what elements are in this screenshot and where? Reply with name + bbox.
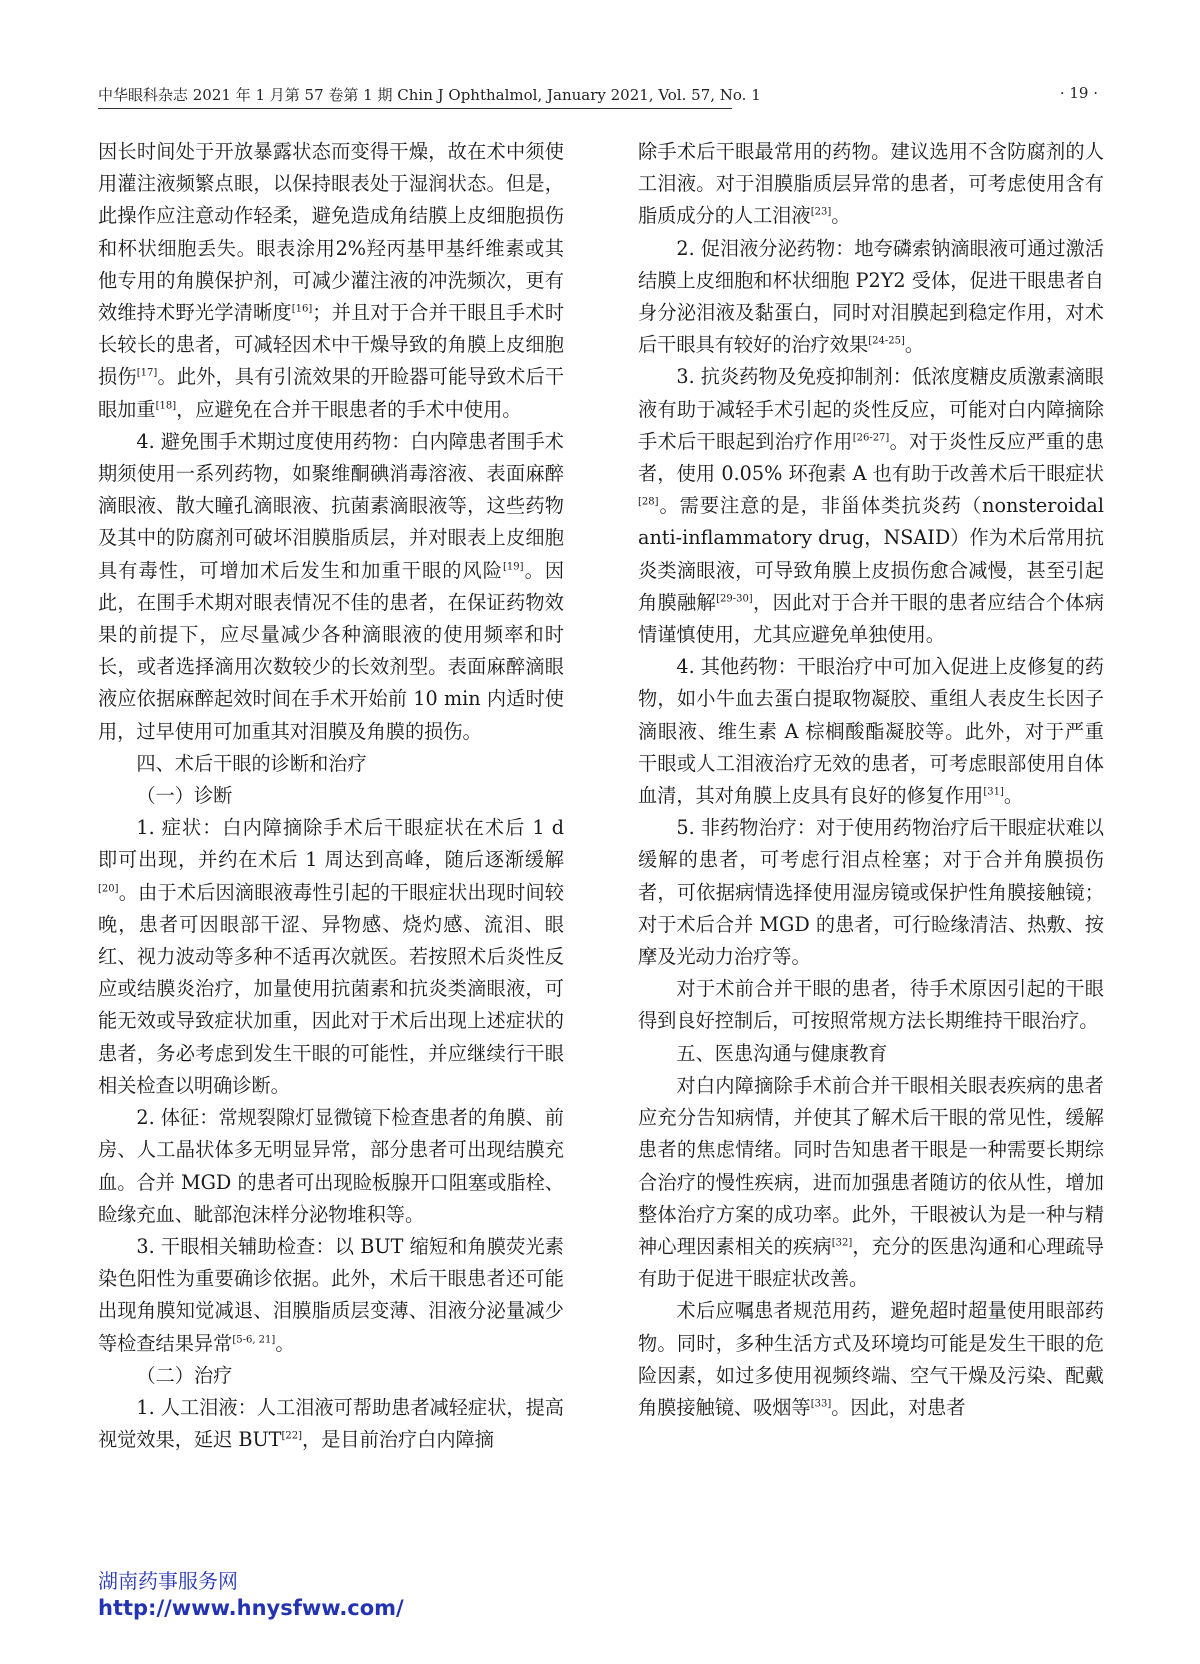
left-column (98, 136, 564, 1456)
citation-ref: [23] (810, 207, 832, 219)
citation-ref: [17] (136, 368, 158, 380)
watermark-site-name: 湖南药事服务网 (98, 1569, 238, 1593)
paragraph-text: 2. 促泪液分泌药物：地夸磷索钠滴眼液可通过激活结膜上皮细胞和杯状细胞 P2Y2 受体，促进干眼患者自身分泌泪液及黏蛋白，同时对泪膜起到稳定作用，对术后干眼具有较好的治疗效果 (638, 236, 1104, 357)
journal-citation: 中华眼科杂志 2021 年 1 月第 57 卷第 1 期 Chin J Ophthalmol, January 2021, Vol. 57, No. 1 (98, 86, 761, 104)
paragraph-text: 。需要注意的是，非甾体类抗炎药（nonsteroidal anti-inflammatory drug，NSAID）作为术后常用抗炎类滴眼液，可导致角膜上皮损伤愈合减慢，甚至引起角膜融解 (638, 494, 1104, 614)
header-rule (98, 108, 732, 109)
paragraph-text: 4. 其他药物：干眼治疗中可加入促进上皮修复的药物，如小牛血去蛋白提取物凝胶、重组人表皮生长因子滴眼液、维生素 A 棕榈酸酯凝胶等。此外，对于严重干眼或人工泪液治疗无效的患者，可考虑眼部使用自体血清，其对角膜上皮具有良好的修复作用 (638, 655, 1104, 808)
citation-ref: [22] (281, 1430, 303, 1442)
paragraph-text: ，因此对于合并干眼的患者应结合个体病情谨慎使用，尤其应避免单独使用。 (638, 590, 1105, 647)
paragraph (98, 426, 564, 748)
paragraph-text: 。 (1003, 784, 1024, 808)
paragraph-text: 五、医患沟通与健康教育 (676, 1041, 888, 1065)
citation-ref: [5-6, 21] (232, 1334, 276, 1346)
paragraph-text: 3. 干眼相关辅助检查：以 BUT 缩短和角膜荧光素染色阳性为重要确诊依据。此外，术后干眼患者还可能出现角膜知觉减退、泪膜脂质层变薄、泪液分泌量减少等检查结果异常 (98, 1234, 564, 1355)
paragraph (638, 1038, 1104, 1070)
citation-ref: [16] (291, 303, 313, 315)
paragraph (638, 812, 1104, 973)
paragraph (98, 1392, 564, 1456)
paragraph-text: 。因此，在围手术期对眼表情况不佳的患者，在保证药物效果的前提下，应尽量减少各种滴眼液的使用频率和时长，或者选择滴用次数较少的长效剂型。表面麻醉滴眼液应依据麻醉起效时间在手术开始前 10 min 内适时使用，过早使用可加重其对泪膜及角膜的损伤。 (98, 558, 565, 743)
paragraph (98, 1360, 564, 1392)
paragraph (98, 812, 564, 1102)
paragraph (638, 233, 1104, 362)
citation-ref: [19] (502, 561, 524, 573)
paragraph-text: （一）诊断 (136, 784, 233, 808)
paragraph-text: 5. 非药物治疗：对于使用药物治疗后干眼症状难以缓解的患者，可考虑行泪点栓塞；对于合并角膜损伤者，可依据病情选择使用湿房镜或保护性角膜接触镜；对于术后合并 MGD 的患者，可行睑缘清洁、热敷、按摩及光动力治疗等。 (638, 816, 1104, 969)
paragraph-text: 。此外，具有引流效果的开睑器可能导致术后干眼加重 (98, 365, 565, 421)
paragraph (98, 136, 564, 426)
watermark-url-link[interactable]: http://www.hnysfww.com/ (98, 1596, 404, 1620)
citation-ref: [32] (831, 1237, 853, 1249)
paragraph-text: ，是目前治疗白内障摘 (302, 1428, 494, 1452)
citation-ref: [33] (810, 1398, 832, 1410)
paragraph (638, 136, 1104, 233)
site-watermark (98, 1568, 404, 1622)
citation-ref: [31] (983, 786, 1004, 798)
paragraph-text: 1. 人工泪液：人工泪液可帮助患者减轻症状，提高视觉效果，延迟 BUT (98, 1395, 564, 1452)
paragraph-text: （二）治疗 (136, 1363, 233, 1387)
citation-ref: [29-30] (716, 593, 753, 605)
paragraph-text: 2. 体征：常规裂隙灯显微镜下检查患者的角膜、前房、人工晶状体多无明显异常，部分患者可出现结膜充血。合并 MGD 的患者可出现睑板腺开口阻塞或脂栓、睑缘充血、眦部泡沫样分泌物堆积等。 (98, 1106, 564, 1226)
paragraph-text: 四、术后干眼的诊断和治疗 (136, 751, 367, 775)
page-number: · 19 · (1059, 84, 1098, 102)
paragraph-text: 3. 抗炎药物及免疫抑制剂：低浓度糖皮质激素滴眼液有助于减轻手术引起的炎性反应，可能对白内障摘除手术后干眼起到治疗作用 (638, 365, 1104, 453)
paragraph-text: 。 (904, 333, 925, 357)
paragraph (98, 780, 564, 812)
paragraph (98, 748, 564, 780)
citation-ref: [20] (98, 883, 119, 895)
paragraph (638, 1295, 1104, 1424)
paragraph-text: 对于术前合并干眼的患者，待手术原因引起的干眼得到良好控制后，可按照常规方法长期维持干眼治疗。 (638, 977, 1104, 1033)
citation-ref: [18] (155, 400, 177, 412)
paragraph (638, 651, 1104, 812)
paragraph (98, 1231, 564, 1360)
citation-ref: [24-25] (868, 335, 905, 347)
paragraph-text: 。 (275, 1331, 295, 1355)
citation-ref: [26-27] (852, 432, 890, 444)
paragraph (638, 361, 1104, 651)
paragraph-text: 。由于术后因滴眼液毒性引起的干眼症状出现时间较晚，患者可因眼部干涩、异物感、烧灼感、流泪、眼红、视力波动等多种不适再次就医。若按照术后炎性反应或结膜炎治疗，加量使用抗菌素和抗炎类滴眼液，可能无效或导致症状加重，因此对于术后出现上述症状的患者，务必考虑到发生干眼的可能性，并应继续行干眼相关检查以明确诊断。 (98, 880, 564, 1097)
paragraph-text: ；并且对于合并干眼且手术时长较长的患者，可减轻因术中干燥导致的角膜上皮细胞损伤 (98, 301, 565, 389)
right-column (638, 136, 1104, 1424)
paragraph (638, 973, 1104, 1037)
paragraph (638, 1070, 1104, 1295)
paragraph-text: 1. 症状：白内障摘除手术后干眼症状在术后 1 d 即可出现，并约在术后 1 周达到高峰，随后逐渐缓解 (98, 816, 564, 872)
paragraph-text: 。 (831, 204, 851, 228)
paragraph-text: 。对于炎性反应严重的患者，使用 0.05% 环孢素 A 也有助于改善术后干眼症状 (638, 429, 1105, 486)
paragraph-text: 对白内障摘除手术前合并干眼相关眼表疾病的患者应充分告知病情，并使其了解术后干眼的常见性，缓解患者的焦虑情绪。同时告知患者干眼是一种需要长期综合治疗的慢性疾病，进而加强患者随访的依从性，增加整体治疗方案的成功率。此外，干眼被认为是一种与精神心理因素相关的疾病 (638, 1073, 1104, 1258)
paragraph-text: 4. 避免围手术期过度使用药物：白内障患者围手术期须使用一系列药物，如聚维酮碘消毒溶液、表面麻醉滴眼液、散大瞳孔滴眼液、抗菌素滴眼液等，这些药物及其中的防腐剂可破坏泪膜脂质层，并对眼表上皮细胞具有毒性，可增加术后发生和加重干眼的风险 (98, 429, 564, 582)
paragraph-text: ，应避免在合并干眼患者的手术中使用。 (176, 397, 522, 421)
paragraph-text: 因长时间处于开放暴露状态而变得干燥，故在术中须使用灌注液频繁点眼，以保持眼表处于湿润状态。但是，此操作应注意动作轻柔，避免造成角结膜上皮细胞损伤和杯状细胞丢失。眼表涂用2%羟丙基甲基纤维素或其他专用的角膜保护剂，可减少灌注液的冲洗频次，更有效维持术野光学清晰度 (98, 140, 564, 325)
paragraph (98, 1102, 564, 1231)
citation-ref: [28] (638, 496, 659, 508)
paragraph-text: ，充分的医患沟通和心理疏导有助于促进干眼症状改善。 (638, 1234, 1105, 1291)
paragraph-text: 除手术后干眼最常用的药物。建议选用不含防腐剂的人工泪液。对于泪膜脂质层异常的患者，可考虑使用含有脂质成分的人工泪液 (638, 140, 1104, 228)
running-header (98, 84, 1098, 112)
paragraph-text: 术后应嘱患者规范用药，避免超时超量使用眼部药物。同时，多种生活方式及环境均可能是发生干眼的危险因素，如过多使用视频终端、空气干燥及污染、配戴角膜接触镜、吸烟等 (638, 1299, 1104, 1419)
paragraph-text: 。因此，对患者 (831, 1395, 966, 1419)
